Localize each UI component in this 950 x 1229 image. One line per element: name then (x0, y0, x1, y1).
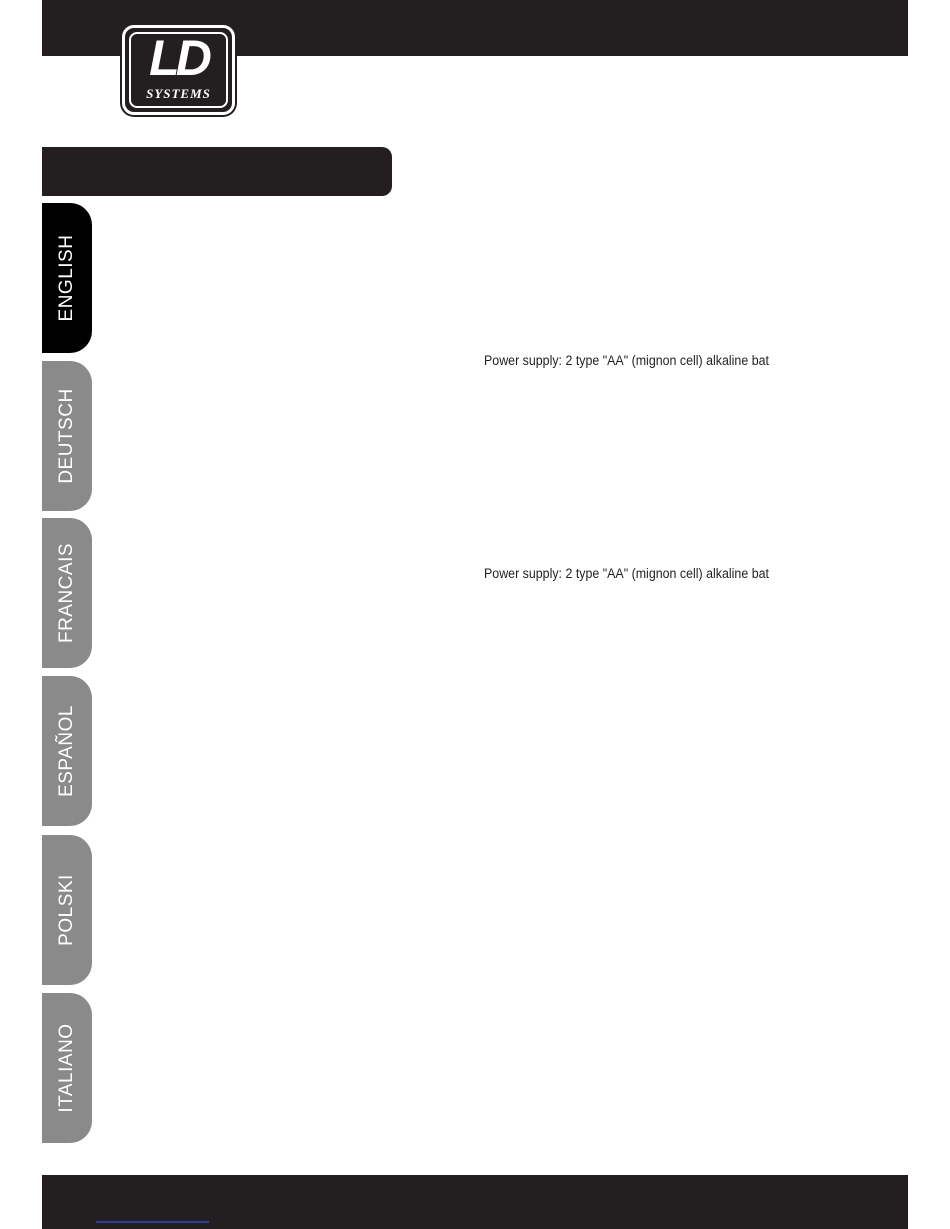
ld-systems-logo (122, 25, 235, 115)
tab-english[interactable] (42, 203, 92, 353)
tab-francais[interactable] (42, 518, 92, 668)
spec-power-supply-2: Power supply: 2 type "AA" (mignon cell) alkaline bat (484, 566, 769, 581)
tab-label: DEUTSCH (56, 388, 77, 484)
logo-subtitle: SYSTEMS (146, 86, 211, 101)
tab-label: ESPAÑOL (56, 705, 77, 797)
tab-label: POLSKI (56, 874, 77, 946)
footer-link-underline[interactable] (96, 1221, 209, 1223)
section-title-bar (42, 147, 392, 196)
tab-italiano[interactable] (42, 993, 92, 1143)
tab-polski[interactable] (42, 835, 92, 985)
tab-espanol[interactable] (42, 676, 92, 826)
tab-label: FRANCAIS (56, 542, 77, 644)
logo-brand: LD (149, 30, 208, 86)
tab-label: ITALIANO (56, 1023, 77, 1113)
tab-deutsch[interactable] (42, 361, 92, 511)
tab-label: ENGLISH (56, 234, 77, 322)
spec-power-supply-1: Power supply: 2 type "AA" (mignon cell) alkaline bat (484, 353, 769, 368)
